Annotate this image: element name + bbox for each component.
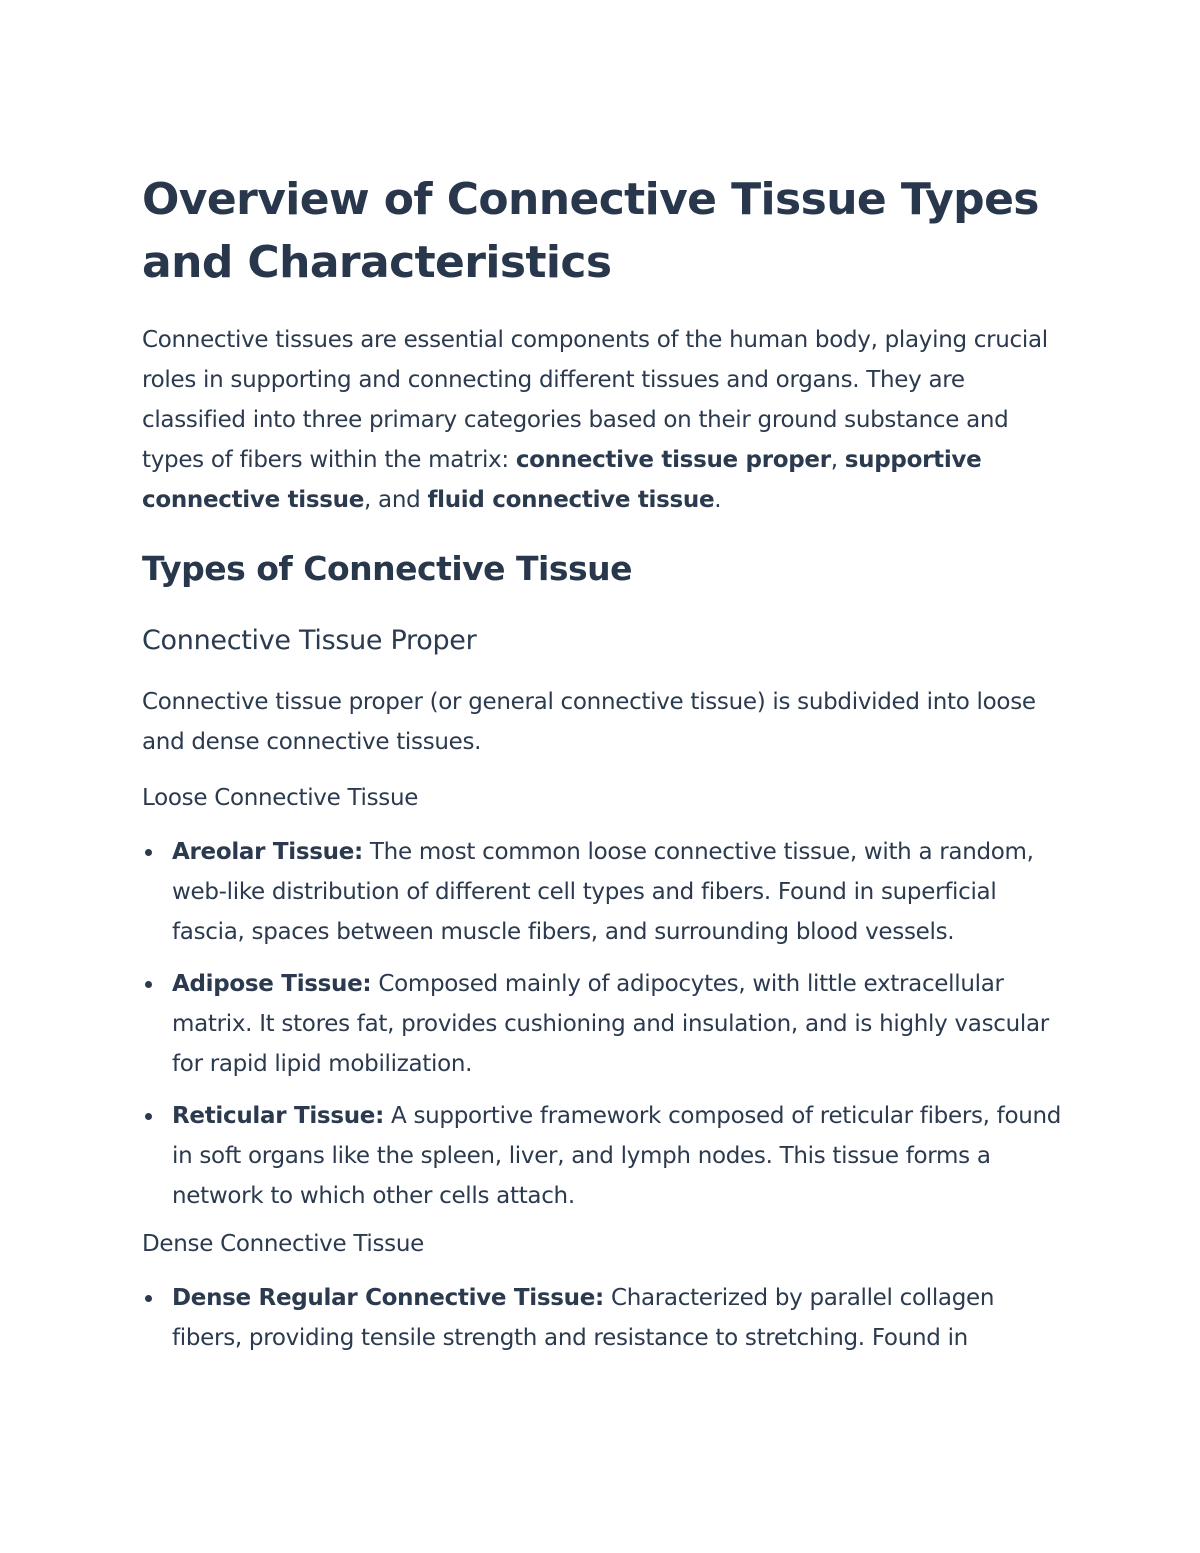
list-item-term: Adipose Tissue:: [172, 971, 372, 997]
document-page: [142, 168, 1062, 1370]
list-item-text: A supportive framework composed of reticular fibers, found in soft organs like the spleen, liver, and lymph nodes. This tissue forms a network to which other cells attach.: [172, 1103, 1062, 1209]
list-item: [142, 964, 1062, 1084]
list-item: [142, 1278, 1062, 1358]
list-item-term: Dense Regular Connective Tissue:: [172, 1285, 604, 1311]
intro-separator: ,: [830, 447, 845, 473]
subsection-paragraph: Connective tissue proper (or general connective tissue) is subdivided into loose and dense connective tissues.: [142, 689, 1036, 755]
section-heading: Types of Connective Tissue: [142, 549, 633, 588]
list-item-text: Composed mainly of adipocytes, with little extracellular matrix. It stores fat, provides cushioning and insulation, and is highly vascular for rapid lipid mobilization.: [172, 971, 1049, 1077]
intro-text: Connective tissues are essential components of the human body, playing crucial roles in supporting and connecting different tissues and organs. They are classified into three primary categories based on their ground substance and types of fibers within the matrix:: [142, 327, 1048, 473]
bullet-icon: [145, 981, 152, 988]
dense-heading: Dense Connective Tissue: [142, 1231, 424, 1257]
list-item: [142, 832, 1062, 952]
dense-list: [142, 1278, 1062, 1358]
bullet-icon: [145, 849, 152, 856]
list-item-text: The most common loose connective tissue, with a random, web-like distribution of different cell types and fibers. Found in superficial fascia, spaces between muscle fibers, and surrounding blood vessels.: [172, 839, 1034, 945]
list-item-term: Reticular Tissue:: [172, 1103, 384, 1129]
intro-term-fluid: fluid connective tissue: [427, 487, 715, 513]
bullet-icon: [145, 1113, 152, 1120]
intro-end: .: [714, 487, 722, 513]
intro-separator: , and: [364, 487, 428, 513]
bullet-icon: [145, 1295, 152, 1302]
subsection-heading: Connective Tissue Proper: [142, 625, 477, 656]
loose-heading: Loose Connective Tissue: [142, 785, 419, 811]
document-title: Overview of Connective Tissue Types and Characteristics: [142, 174, 1039, 288]
list-item-text: Characterized by parallel collagen fibers, providing tensile strength and resistance to stretching. Found in: [172, 1285, 995, 1351]
list-item-term: Areolar Tissue:: [172, 839, 363, 865]
intro-term-proper: connective tissue proper: [515, 447, 831, 473]
loose-list: [142, 832, 1062, 1216]
intro-paragraph: [142, 320, 1062, 520]
list-item: [142, 1096, 1062, 1216]
intro-term-supportive: supportive connective tissue: [142, 447, 982, 513]
